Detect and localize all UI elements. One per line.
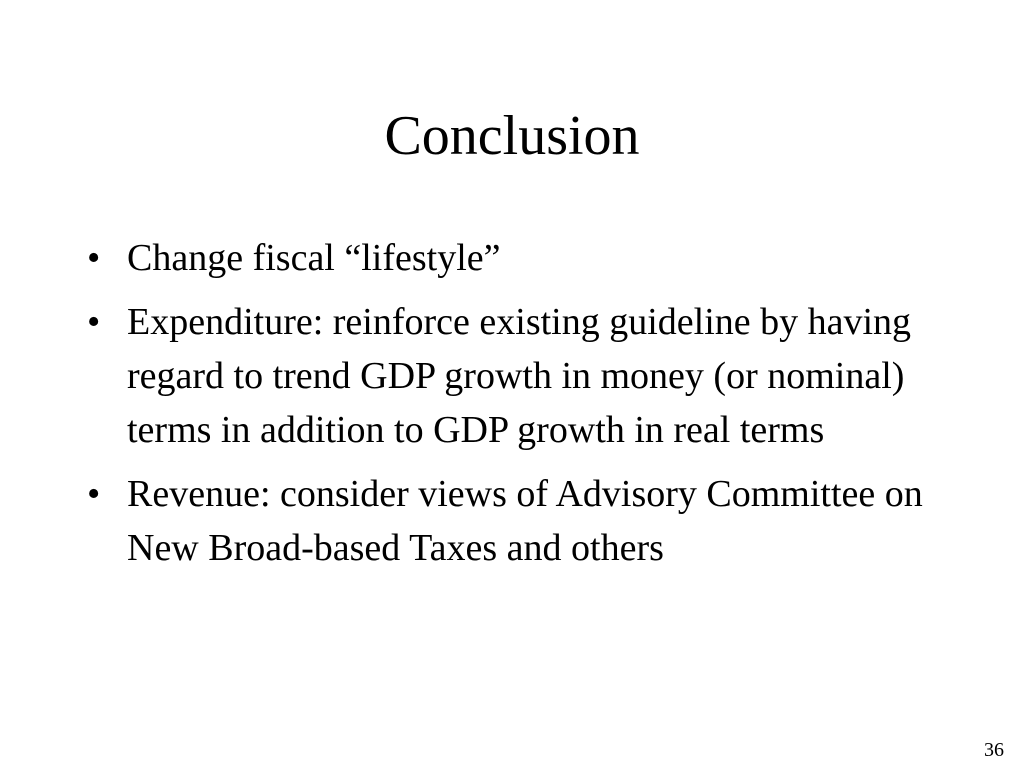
- bullet-text: Expenditure: reinforce existing guideline by having regard to trend GDP growth in money (or nominal) terms in addition to GDP growth in real terms: [127, 301, 912, 451]
- bullet-list: [84, 231, 954, 585]
- bullet-item: [84, 231, 954, 285]
- bullet-text: Change fiscal “lifestyle”: [127, 237, 501, 279]
- bullet-text: Revenue: consider views of Advisory Committee on New Broad-based Taxes and others: [127, 473, 923, 569]
- page-number: 36: [984, 739, 1004, 761]
- slide-title: Conclusion: [384, 105, 640, 167]
- bullet-marker: •: [87, 473, 101, 515]
- bullet-marker: •: [87, 237, 101, 279]
- bullet-marker: •: [87, 301, 101, 343]
- bullet-item: [84, 295, 954, 457]
- bullet-item: [84, 467, 954, 575]
